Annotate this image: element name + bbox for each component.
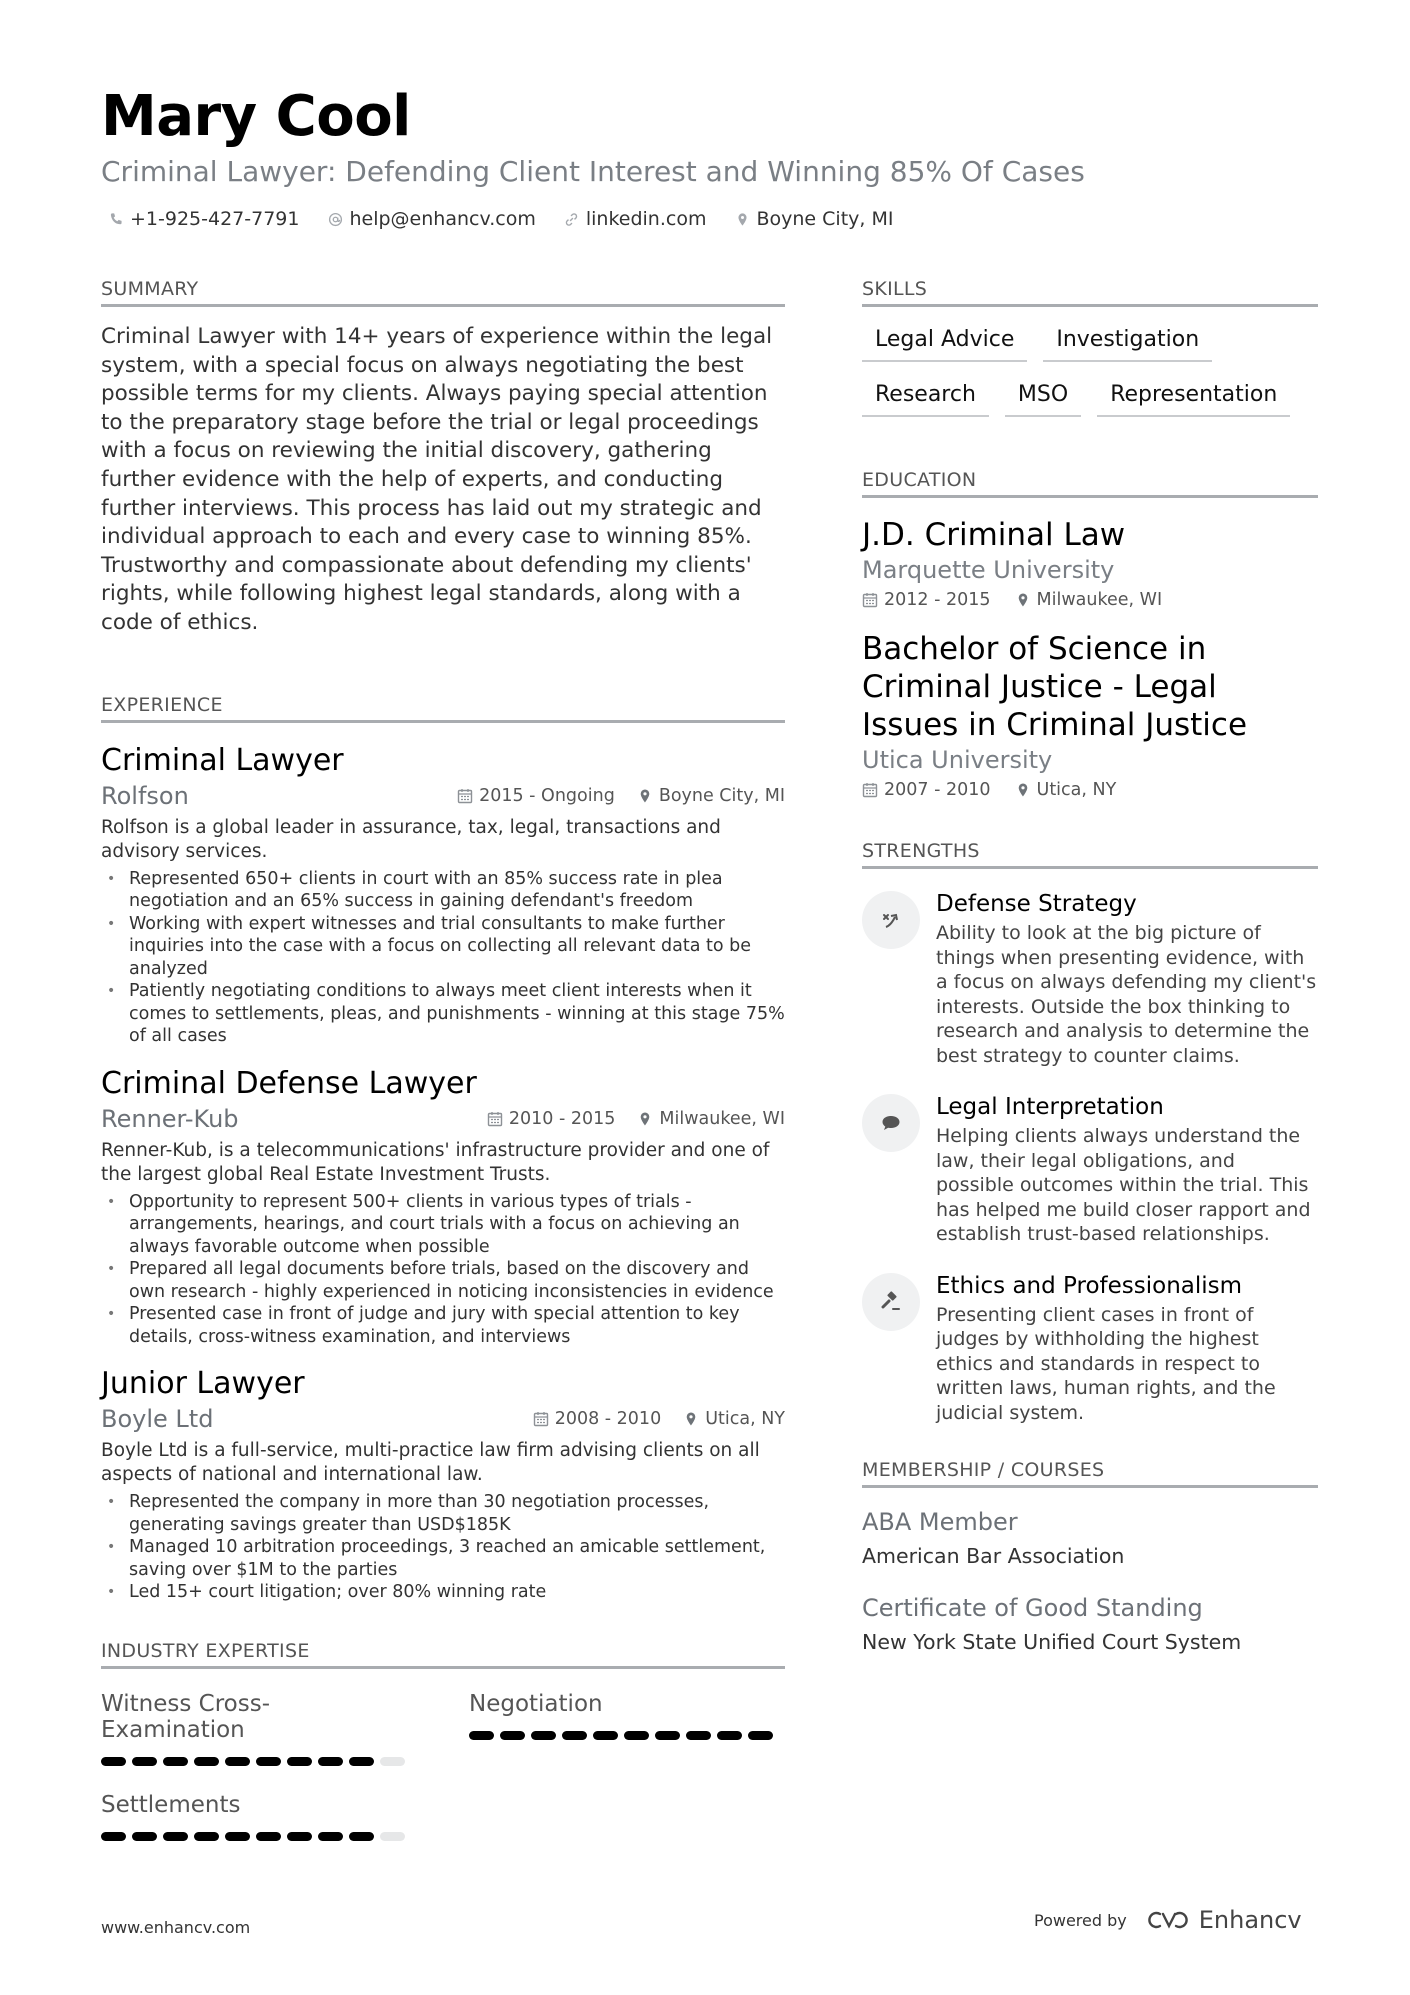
expertise-level-bar <box>101 1832 411 1841</box>
level-segment-filled <box>194 1832 219 1841</box>
contact-email[interactable] <box>327 208 535 230</box>
job-bullet: • Patiently negotiating conditions to always meet client interests when it comes to settlements, pleas, and punishments - winning at this stage 75% of all cases <box>101 980 785 1048</box>
calendar-icon <box>487 1111 503 1127</box>
level-segment-filled <box>163 1832 188 1841</box>
membership-title: Certificate of Good Standing <box>862 1594 1203 1622</box>
job-bullet: • Prepared all legal documents before trials, based on the discovery and own research - highly experienced in noticing inconsistencies in evidence <box>101 1258 785 1303</box>
contact-location <box>734 208 893 230</box>
company-name: Renner-Kub <box>101 1104 239 1133</box>
summary-heading: SUMMARY <box>101 278 785 307</box>
expertise-level-bar <box>469 1731 779 1740</box>
job-dates <box>457 786 615 806</box>
education-dates-text: 2012 - 2015 <box>884 590 991 610</box>
job-location <box>637 1109 785 1129</box>
candidate-name: Mary Cool <box>101 84 411 149</box>
contact-location-text: Boyne City, MI <box>756 208 894 230</box>
education-meta <box>862 780 1318 800</box>
job-bullet: • Working with expert witnesses and trial consultants to make further inquiries into the case with a focus on collecting all relevant data to be analyzed <box>101 913 785 981</box>
education-meta <box>862 590 1318 610</box>
right-column <box>862 278 1318 1680</box>
expertise-item <box>101 1792 411 1841</box>
level-segment-filled <box>593 1731 618 1740</box>
contact-bar <box>108 208 893 230</box>
calendar-icon <box>533 1411 549 1427</box>
skill-tag: MSO <box>1005 376 1081 417</box>
strengths-heading: STRENGTHS <box>862 840 1318 869</box>
strategy-arrow-icon <box>862 891 920 949</box>
membership-section <box>862 1459 1318 1654</box>
strength-item <box>862 1092 1318 1247</box>
location-pin-icon <box>683 1411 699 1427</box>
level-segment-filled <box>194 1757 219 1766</box>
education-location-text: Utica, NY <box>1036 780 1117 800</box>
brand-logo[interactable] <box>1145 1906 1302 1934</box>
level-segment-filled <box>469 1731 494 1740</box>
location-pin-icon <box>1015 782 1031 798</box>
strength-item <box>862 889 1318 1068</box>
membership-heading: MEMBERSHIP / COURSES <box>862 1459 1318 1488</box>
expertise-label: Witness Cross-Examination <box>101 1690 270 1743</box>
level-segment-filled <box>349 1757 374 1766</box>
expertise-item <box>101 1691 411 1766</box>
job-bullet: • Opportunity to represent 500+ clients in various types of trials - arrangements, hearings, and court trials with a focus on achieving an always favorable outcome when possible <box>101 1191 785 1259</box>
school-name: Marquette University <box>862 556 1115 584</box>
level-segment-filled <box>225 1832 250 1841</box>
membership-title: ABA Member <box>862 1508 1018 1536</box>
strength-title: Ethics and Professionalism <box>936 1272 1243 1299</box>
education-dates <box>862 780 991 800</box>
industry-expertise-section <box>101 1640 785 1841</box>
education-dates <box>862 590 991 610</box>
skill-tag: Representation <box>1097 376 1290 417</box>
location-pin-icon <box>1015 592 1031 608</box>
skill-tag: Investigation <box>1043 321 1212 362</box>
contact-phone[interactable] <box>108 208 299 230</box>
company-name: Rolfson <box>101 781 189 810</box>
education-section <box>862 469 1318 800</box>
candidate-headline: Criminal Lawyer: Defending Client Interest and Winning 85% Of Cases <box>101 155 1085 188</box>
expertise-label: Settlements <box>101 1791 241 1818</box>
level-segment-filled <box>531 1731 556 1740</box>
level-segment-filled <box>132 1757 157 1766</box>
level-segment-filled <box>717 1731 742 1740</box>
level-segment-filled <box>101 1757 126 1766</box>
job-meta <box>101 782 785 810</box>
strength-title: Defense Strategy <box>936 891 1137 917</box>
expertise-label: Negotiation <box>469 1690 603 1717</box>
job-title: Criminal Lawyer <box>101 742 344 778</box>
left-column <box>101 278 785 1841</box>
job-bullet: • Represented 650+ clients in court with an 85% success rate in plea negotiation and an 65% success in gaining defendant's freedom <box>101 868 785 913</box>
job-dates-text: 2010 - 2015 <box>508 1108 616 1129</box>
expertise-level-bar <box>101 1757 411 1766</box>
job-dates <box>533 1409 662 1429</box>
degree-title: Bachelor of Science in Criminal Justice - Legal Issues in Criminal Justice <box>862 631 1248 743</box>
job-entry <box>101 743 785 1048</box>
membership-organization: American Bar Association <box>862 1544 1125 1568</box>
job-description: Renner-Kub, is a telecommunications' infrastructure provider and one of the largest global Real Estate Investment Trusts. <box>101 1139 770 1185</box>
summary-text: Criminal Lawyer with 14+ years of experience within the legal system, with a special focus on always negotiating the best possible terms for my clients. Always paying special attention to the preparatory stage before the trial or legal proceedings with a focus on reviewing the initial discovery, gathering further evidence with the help of experts, and conducting further interviews. This process has laid out my strategic and individual approach to each and every case to winning 85%. Trustworthy and compassionate about defending my clients' rights, while following highest legal standards, along with a code of ethics. <box>101 324 773 635</box>
job-meta <box>101 1405 785 1433</box>
level-segment-filled <box>287 1832 312 1841</box>
at-icon <box>327 211 343 227</box>
job-bullet: • Presented case in front of judge and jury with special attention to key details, cross-witness examination, and interviews <box>101 1303 785 1348</box>
skills-section <box>862 278 1318 417</box>
link-icon <box>564 211 580 227</box>
gavel-icon <box>862 1273 920 1331</box>
level-segment-filled <box>256 1757 281 1766</box>
strength-item <box>862 1271 1318 1426</box>
skill-tag: Legal Advice <box>862 321 1027 362</box>
experience-section <box>101 694 785 1604</box>
expertise-grid <box>101 1691 785 1841</box>
strength-description: Helping clients always understand the law, their legal obligations, and possible outcomes within the trial. This has helped me build closer rapport and establish trust-based relationships. <box>936 1125 1311 1245</box>
expertise-item <box>469 1691 779 1766</box>
level-segment-filled <box>624 1731 649 1740</box>
job-dates <box>487 1109 616 1129</box>
level-segment-filled <box>655 1731 680 1740</box>
level-segment-filled <box>101 1832 126 1841</box>
job-title: Criminal Defense Lawyer <box>101 1065 477 1101</box>
enhancv-logo-icon <box>1145 1908 1191 1932</box>
level-segment-filled <box>132 1832 157 1841</box>
location-pin-icon <box>637 788 653 804</box>
education-location <box>1015 590 1163 610</box>
powered-by-label: Powered by <box>1034 1910 1127 1930</box>
membership-organization: New York State Unified Court System <box>862 1630 1242 1654</box>
job-entry <box>101 1066 785 1349</box>
job-description: Boyle Ltd is a full-service, multi-practice law firm advising clients on all aspects of national and international law. <box>101 1440 760 1486</box>
degree-title: J.D. Criminal Law <box>862 517 1126 553</box>
speech-bubble-icon <box>862 1094 920 1152</box>
education-dates-text: 2007 - 2010 <box>884 780 991 800</box>
phone-icon <box>108 211 124 227</box>
membership-entry <box>862 1594 1318 1654</box>
experience-heading: EXPERIENCE <box>101 694 785 723</box>
job-bullets <box>101 868 785 1048</box>
education-location-text: Milwaukee, WI <box>1036 590 1163 610</box>
calendar-icon <box>457 788 473 804</box>
job-location <box>683 1409 785 1429</box>
job-description: Rolfson is a global leader in assurance, tax, legal, transactions and advisory services. <box>101 816 721 862</box>
job-location-text: Utica, NY <box>705 1409 785 1430</box>
job-location-text: Boyne City, MI <box>658 785 785 806</box>
skills-list <box>862 321 1318 417</box>
level-segment-filled <box>318 1832 343 1841</box>
job-bullet: • Led 15+ court litigation; over 80% winning rate <box>101 1581 785 1604</box>
summary-section <box>101 278 785 638</box>
job-bullets <box>101 1491 785 1604</box>
level-segment-filled <box>256 1832 281 1841</box>
job-dates-text: 2015 - Ongoing <box>479 785 615 806</box>
brand-name: Enhancv <box>1198 1906 1302 1934</box>
level-segment-filled <box>748 1731 773 1740</box>
contact-linkedin[interactable] <box>564 208 707 230</box>
level-segment-filled <box>225 1757 250 1766</box>
education-entry <box>862 630 1318 800</box>
job-bullets <box>101 1191 785 1349</box>
job-title: Junior Lawyer <box>101 1366 305 1402</box>
job-dates-text: 2008 - 2010 <box>554 1409 662 1430</box>
contact-linkedin-text: linkedin.com <box>585 208 707 230</box>
job-location-text: Milwaukee, WI <box>659 1108 785 1129</box>
contact-email-text: help@enhancv.com <box>349 208 536 230</box>
skill-tag: Research <box>862 376 989 417</box>
contact-phone-text: +1-925-427-7791 <box>130 208 300 230</box>
calendar-icon <box>862 592 878 608</box>
school-name: Utica University <box>862 746 1053 774</box>
education-heading: EDUCATION <box>862 469 1318 498</box>
strengths-section <box>862 840 1318 1425</box>
job-bullet: • Managed 10 arbitration proceedings, 3 reached an amicable settlement, saving over $1M to the parties <box>101 1536 785 1581</box>
location-pin-icon <box>637 1111 653 1127</box>
level-segment-filled <box>686 1731 711 1740</box>
level-segment-empty <box>380 1832 405 1841</box>
job-location <box>637 786 785 806</box>
level-segment-empty <box>380 1757 405 1766</box>
job-entry <box>101 1366 785 1604</box>
education-location <box>1015 780 1117 800</box>
expertise-heading: INDUSTRY EXPERTISE <box>101 1640 785 1669</box>
strength-description: Presenting client cases in front of judges by withholding the highest ethics and standards in respect to written laws, human rights, and the judicial system. <box>936 1303 1276 1424</box>
skills-heading: SKILLS <box>862 278 1318 307</box>
job-meta <box>101 1105 785 1133</box>
footer-website[interactable]: www.enhancv.com <box>101 1918 251 1937</box>
company-name: Boyle Ltd <box>101 1405 214 1434</box>
level-segment-filled <box>349 1832 374 1841</box>
level-segment-filled <box>163 1757 188 1766</box>
job-bullet: • Represented the company in more than 30 negotiation processes, generating savings greater than USD$185K <box>101 1491 785 1536</box>
footer-branding <box>1034 1906 1302 1934</box>
level-segment-filled <box>562 1731 587 1740</box>
level-segment-filled <box>287 1757 312 1766</box>
level-segment-filled <box>500 1731 525 1740</box>
strength-description: Ability to look at the big picture of things when presenting evidence, with a focus on always defending my client's interests. Outside the box thinking to research and analysis to determine the best strategy to counter claims. <box>936 922 1317 1067</box>
education-entry <box>862 516 1318 610</box>
strength-title: Legal Interpretation <box>936 1094 1164 1120</box>
location-pin-icon <box>734 211 750 227</box>
membership-entry <box>862 1508 1318 1568</box>
calendar-icon <box>862 782 878 798</box>
level-segment-filled <box>318 1757 343 1766</box>
